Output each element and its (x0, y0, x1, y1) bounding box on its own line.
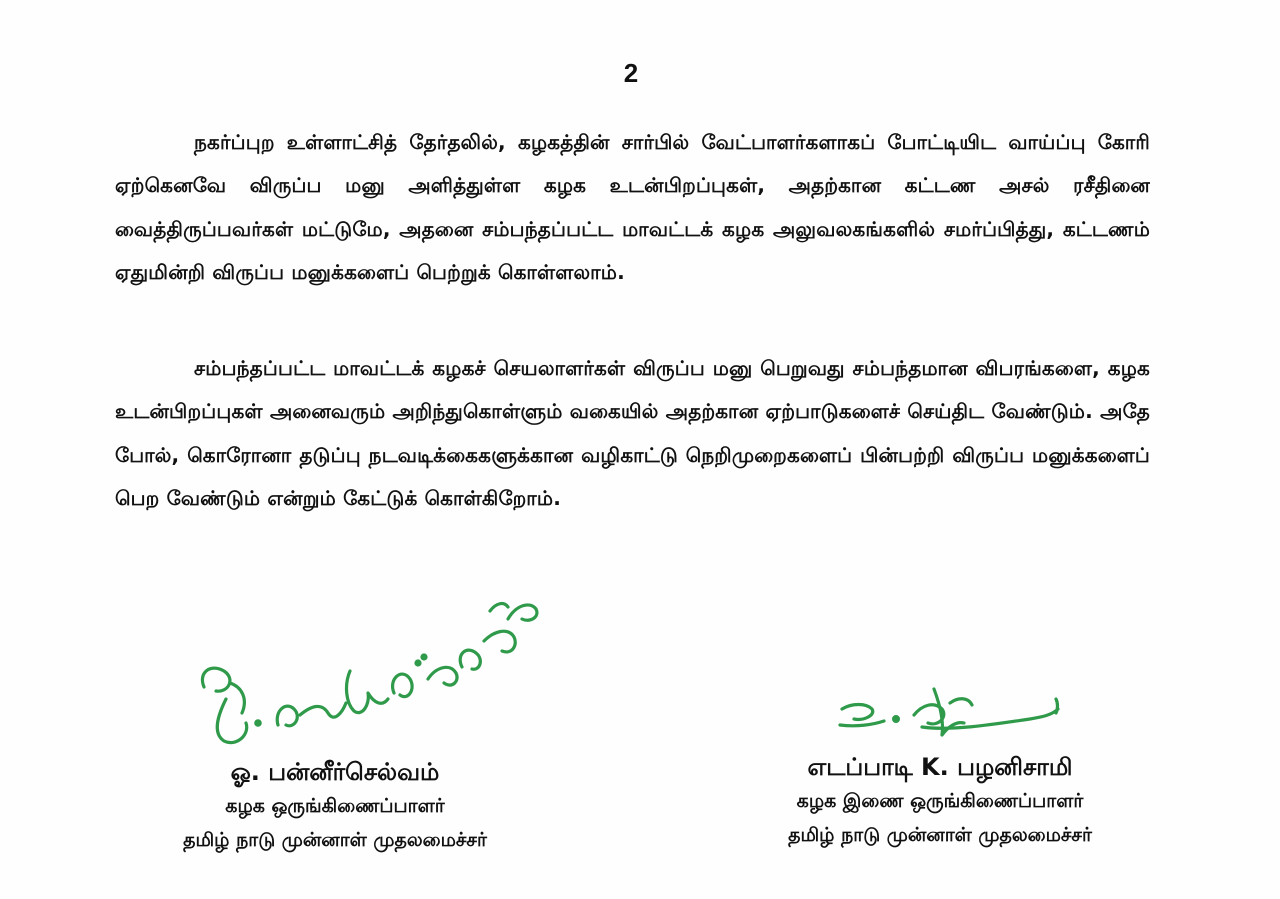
body-paragraph-1 (115, 121, 1150, 294)
signatory-title: தமிழ் நாடு முன்னாள் முதலமைச்சர் (788, 824, 1092, 846)
signatory-left (100, 755, 570, 857)
signature-right (830, 675, 1070, 755)
paragraph-text: நகர்ப்புற உள்ளாட்சித் தேர்தலில், கழகத்தின் சார்பில் வேட்பாளர்களாகப் போட்டியிட வாய்ப்பு கோரி ஏற்கெனவே விருப்ப மனு அளித்துள்ள கழக உடன்பிறப்புகள், அதற்கான கட்டண அசல் ரசீதினை வைத்திருப்பவர்கள் மட்டுமே, அதனை சம்பந்தப்பட்ட மாவட்டக் கழக அலுவலகங்களில் சமர்ப்பித்து, கட்டணம் ஏதுமின்றி விருப்ப மனுக்களைப் பெற்றுக் கொள்ளலாம். (115, 130, 1150, 284)
signatory-name: எடப்பாடி K. பழனிசாமி (807, 753, 1073, 781)
page-number: 2 (623, 58, 639, 88)
signatory-right (710, 750, 1170, 852)
body-paragraph-2 (115, 347, 1150, 520)
signatory-title: தமிழ் நாடு முன்னாள் முதலமைச்சர் (183, 829, 487, 851)
paragraph-text: சம்பந்தப்பட்ட மாவட்டக் கழகச் செயலாளர்கள் விருப்ப மனு பெறுவது சம்பந்தமான விபரங்களை, கழக உடன்பிறப்புகள் அனைவரும் அறிந்துகொள்ளும் வகையில் அதற்கான ஏற்பாடுகளைச் செய்திட வேண்டும். அதே போல், கொரோனா தடுப்பு நடவடிக்கைகளுக்கான வழிகாட்டு நெறிமுறைகளைப் பின்பற்றி விருப்ப மனுக்களைப் பெற வேண்டும் என்றும் கேட்டுக் கொள்கிறோம். (115, 356, 1150, 510)
signatory-role: கழக ஒருங்கிணைப்பாளர் (225, 795, 445, 817)
signature-left (190, 575, 550, 750)
signatory-name: ஓ. பன்னீர்செல்வம் (230, 758, 440, 786)
signatory-role: கழக இணை ஒருங்கிணைப்பாளர் (796, 790, 1084, 812)
